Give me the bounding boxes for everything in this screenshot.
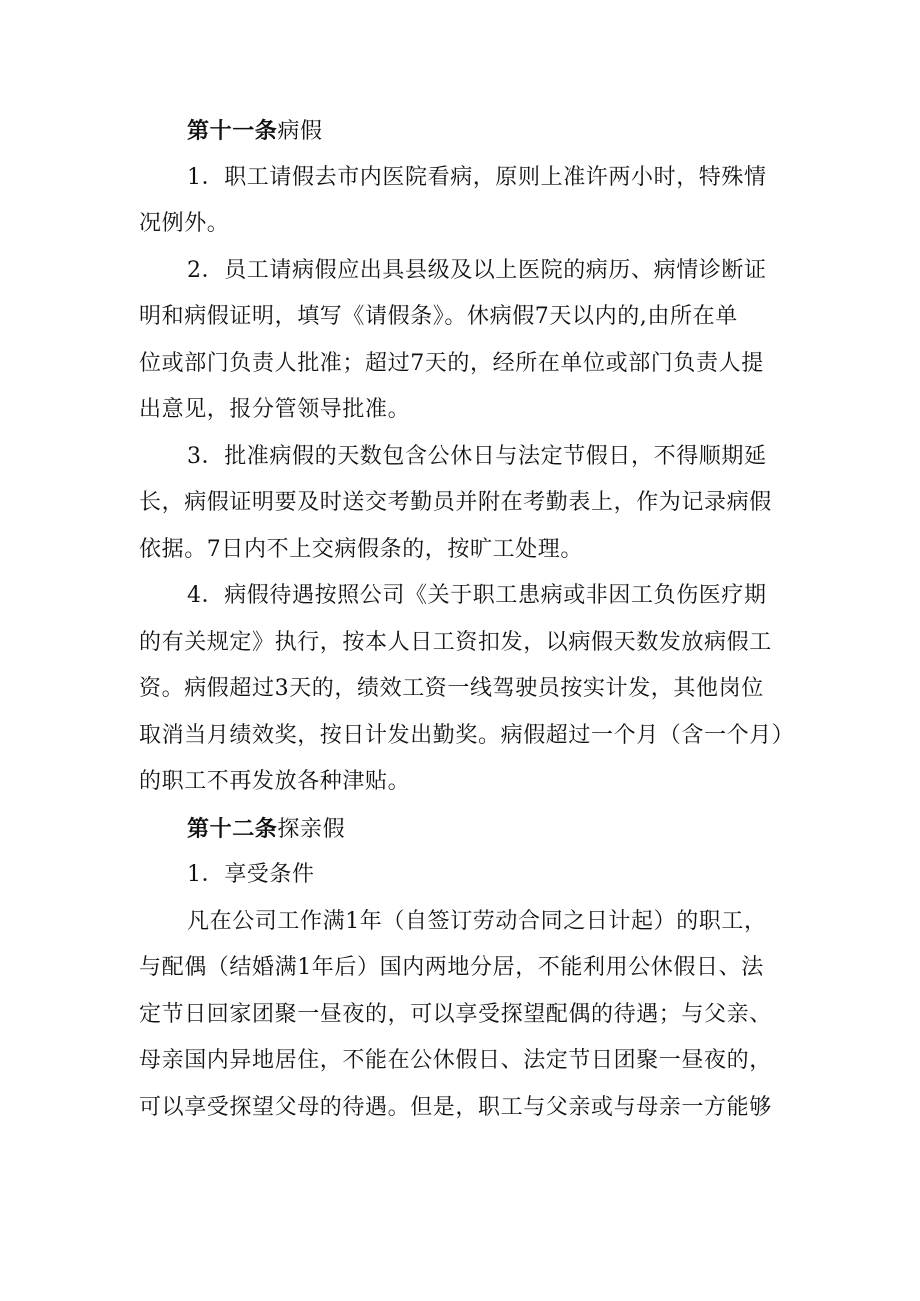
article-11-title: 病假 — [277, 119, 323, 144]
article-12-paragraph-line-1: 凡在公司工作满1年（自签订劳动合同之日计起）的职工， — [187, 908, 767, 934]
article-11-item-3-line-1: 3．批准病假的天数包含公休日与法定节假日，不得顺期延 — [187, 443, 767, 469]
article-11-item-3-line-2: 长，病假证明要及时送交考勤员并附在考勤表上，作为记录病假 — [139, 490, 772, 515]
article-11-item-1-line-2: 况例外。 — [139, 211, 230, 236]
article-11-item-2-line-4: 出意见，报分管领导批准。 — [139, 397, 411, 422]
article-12-heading — [139, 806, 799, 853]
article-12-paragraph-line-3: 定节日回家团聚一昼夜的，可以享受探望配偶的待遇；与父亲、 — [139, 1001, 772, 1027]
article-11-item-4-line-3: 资。病假超过3天的，绩效工资一线驾驶员按实计发，其他岗位 — [139, 676, 764, 701]
article-11-item-4-line-5: 的职工不再发放各种津贴。 — [139, 769, 411, 794]
article-12-paragraph-line-5: 可以享受探望父母的待遇。但是，职工与父亲或与母亲一方能够 — [139, 1094, 772, 1120]
document-body — [139, 108, 799, 1131]
article-11-item-2-line-1: 2．员工请病假应出具县级及以上医院的病历、病情诊断证 — [187, 257, 767, 283]
article-12-paragraph-line-4: 母亲国内异地居住，不能在公休假日、法定节日团聚一昼夜的， — [139, 1048, 772, 1073]
article-11-item-2-line-3: 位或部门负责人批准；超过7天的，经所在单位或部门负责人提 — [139, 350, 764, 376]
article-11-item-2-line-2: 明和病假证明，填写《请假条》。休病假7天以内的,由所在单 — [139, 304, 738, 329]
article-12-sub-1: 1．享受条件 — [187, 862, 315, 887]
article-11-item-4-line-4: 取消当月绩效奖，按日计发出勤奖。病假超过一个月（含一个月） — [139, 722, 795, 748]
article-11-item-4-line-2: 的有关规定》执行，按本人日工资扣发，以病假天数发放病假工 — [139, 629, 772, 655]
article-11-heading — [139, 108, 799, 155]
article-12-title: 探亲假 — [277, 816, 346, 842]
article-12-paragraph-line-2: 与配偶（结婚满1年后）国内两地分居，不能利用公休假日、法 — [139, 955, 764, 980]
article-12-number: 第十二条 — [187, 815, 278, 842]
article-11-number: 第十一条 — [187, 118, 278, 144]
article-11-item-1-line-1: 1．职工请假去市内医院看病，原则上准许两小时，特殊情 — [187, 164, 767, 190]
article-11-item-3-line-3: 依据。7日内不上交病假条的，按旷工处理。 — [139, 536, 583, 562]
article-11-item-4-line-1: 4．病假待遇按照公司《关于职工患病或非因工负伤医疗期 — [187, 583, 767, 608]
